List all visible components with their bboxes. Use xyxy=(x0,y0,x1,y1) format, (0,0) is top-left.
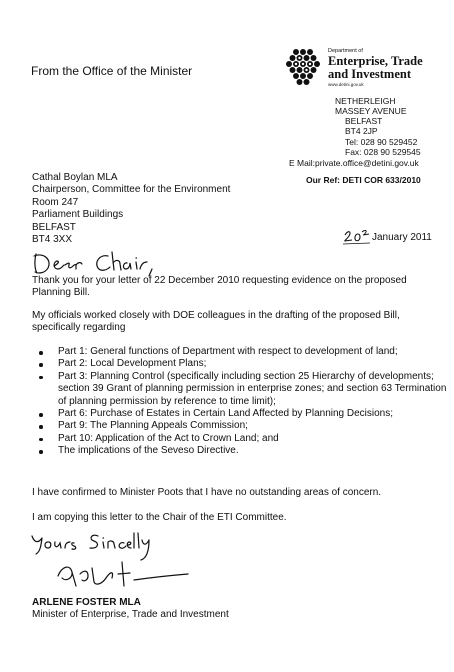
body-paragraph-4: I am copying this letter to the Chair of the ETI Committee. xyxy=(32,512,287,523)
our-reference: Our Ref: DETI COR 633/2010 xyxy=(306,175,421,185)
bullet-list xyxy=(32,346,452,458)
bullet-icon xyxy=(39,438,43,442)
list-item: Part 1: General functions of Department with respect to development of land; xyxy=(32,346,452,358)
recipient-line: Chairperson, Committee for the Environment xyxy=(32,184,231,196)
body-paragraph-1: Thank you for your letter of 22 December 2010 requesting evidence on the proposed Planning Bill. xyxy=(32,275,407,299)
address-line: NETHERLEIGH xyxy=(335,96,396,106)
address-fax: Fax: 028 90 529545 xyxy=(345,147,421,157)
letter-date: January 2011 xyxy=(372,232,432,243)
recipient-address xyxy=(32,172,230,246)
list-item: Part 3: Planning Control (specifically including section 25 Hierarchy of developments; section 39 Grant of planning permission in enterprise zones; and section 63 Termination of planning permission by reference to time limit); xyxy=(32,371,452,408)
address-line: BT4 2JP xyxy=(345,126,378,136)
body-paragraph-2: My officials worked closely with DOE colleagues in the drafting of the proposed Bill, specifically regarding xyxy=(32,310,400,334)
recipient-line: Cathal Boylan MLA xyxy=(32,172,118,183)
body-paragraph-3: I have confirmed to Minister Poots that I have no outstanding areas of concern. xyxy=(32,487,382,498)
bullet-icon xyxy=(39,363,43,367)
bullet-icon xyxy=(39,376,43,380)
list-item: Part 6: Purchase of Estates in Certain Land Affected by Planning Decisions; xyxy=(32,408,452,420)
list-item: The implications of the Seveso Directive. xyxy=(32,445,452,457)
address-email: E Mail:private.office@detini.gov.uk xyxy=(289,158,419,168)
list-item: Part 10: Application of the Act to Crown Land; and xyxy=(32,433,452,445)
logo-name-line1: Enterprise, Trade xyxy=(328,54,423,68)
address-line: BELFAST xyxy=(345,116,383,126)
deti-logo-icon xyxy=(282,47,322,87)
department-logo-text xyxy=(328,48,423,89)
recipient-line: BELFAST xyxy=(32,221,76,233)
list-item: Part 2: Local Development Plans; xyxy=(32,358,452,370)
from-office-heading: From the Office of the Minister xyxy=(31,64,193,78)
handwritten-day xyxy=(342,226,372,246)
logo-department-of: Department of xyxy=(328,48,363,54)
recipient-line: BT4 3XX xyxy=(32,234,73,246)
recipient-line: Room 247 xyxy=(32,196,79,208)
bullet-icon xyxy=(39,450,43,454)
bullet-icon xyxy=(39,413,43,417)
list-item: Part 9: The Planning Appeals Commission; xyxy=(32,420,452,432)
bullet-icon xyxy=(39,351,43,355)
handwritten-signature xyxy=(28,530,208,596)
logo-name-line2: and Investment xyxy=(328,67,411,81)
address-telephone: Tel: 028 90 529452 xyxy=(345,137,418,147)
signer-title: Minister of Enterprise, Trade and Investment xyxy=(32,609,229,620)
bullet-icon xyxy=(39,425,43,429)
signer-name: ARLENE FOSTER MLA xyxy=(32,597,141,608)
address-line: MASSEY AVENUE xyxy=(335,106,407,116)
logo-url: www.detini.gov.uk xyxy=(328,82,364,87)
recipient-line: Parliament Buildings xyxy=(32,209,124,221)
